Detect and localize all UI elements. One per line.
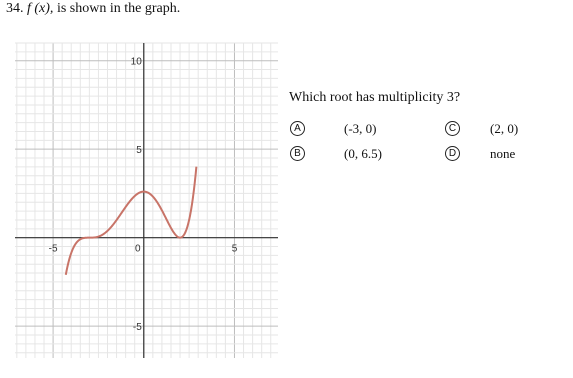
choice-b[interactable] bbox=[290, 146, 410, 162]
choice-d-text: none bbox=[490, 146, 516, 161]
question-prompt: Which root has multiplicity 3? bbox=[289, 90, 461, 105]
x-tick-label: 0 bbox=[134, 243, 141, 255]
choice-c[interactable] bbox=[445, 121, 555, 137]
function-curve bbox=[66, 167, 197, 275]
choice-c-letter: C bbox=[445, 121, 460, 136]
question-number: 34. bbox=[6, 1, 24, 16]
choice-a-letter: A bbox=[290, 121, 305, 136]
choice-c-text: (2, 0) bbox=[490, 121, 519, 136]
choice-d-letter: D bbox=[445, 146, 460, 161]
function-name: f (x), bbox=[27, 1, 54, 16]
choice-a[interactable] bbox=[290, 121, 410, 137]
y-tick-label: -5 bbox=[132, 322, 142, 334]
y-tick-label: 10 bbox=[130, 56, 142, 68]
choice-b-letter: B bbox=[290, 146, 305, 161]
y-tick-label: 5 bbox=[136, 145, 142, 157]
choice-b-text: (0, 6.5) bbox=[344, 146, 382, 161]
question-text: is shown in the graph. bbox=[56, 1, 181, 16]
choice-a-text: (-3, 0) bbox=[344, 121, 377, 136]
choice-d[interactable] bbox=[445, 146, 555, 162]
x-tick-label: -5 bbox=[48, 243, 58, 255]
grid bbox=[15, 43, 278, 358]
x-tick-label: 5 bbox=[231, 243, 238, 255]
